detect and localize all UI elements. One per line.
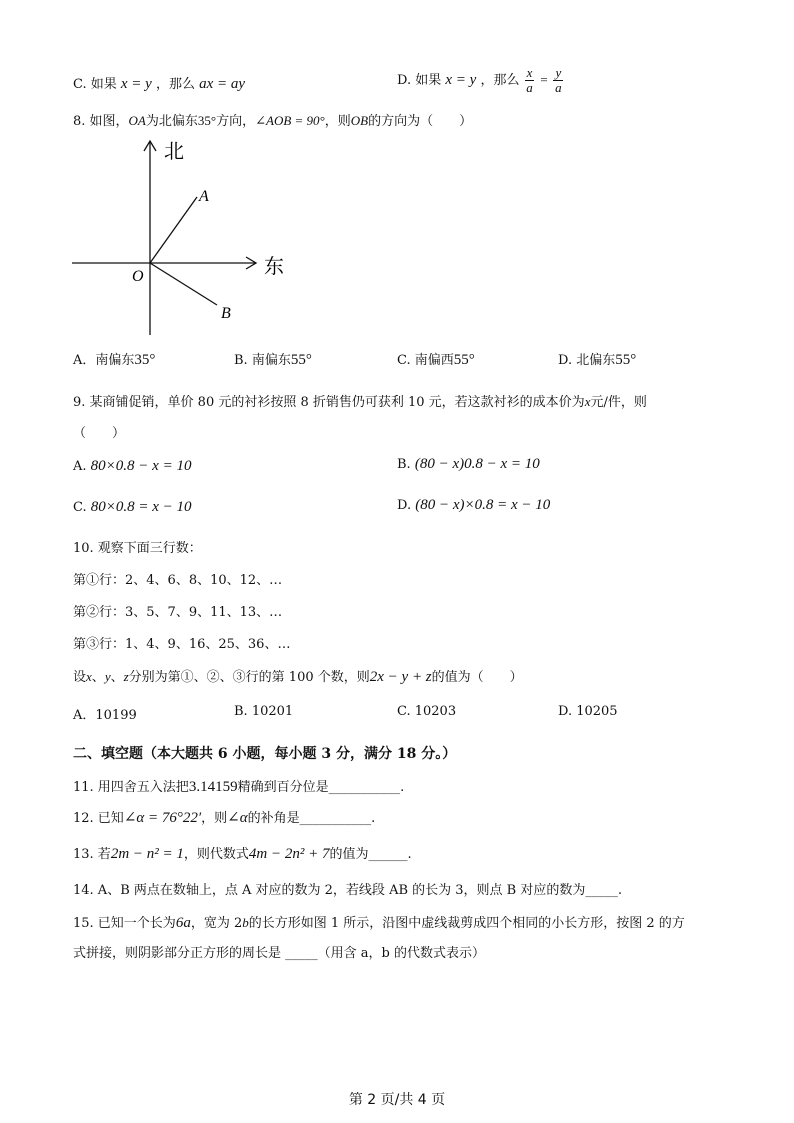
q10-question: 设x、y、z分别为第①、②、③行的第 100 个数，则2x − y + z的值为（ ） [73,669,523,685]
q11: 11. 用四舍五入法把3.14159精确到百分位是___________. [73,779,405,795]
q8-option-c: C. 南偏西55° [397,352,475,368]
q8-option-a: A．南偏东35° [73,352,156,368]
q9-option-b: B. (80 − x)0.8 − x = 10 [397,456,540,472]
q15-line-2: 式拼接，则阴影部分正方形的周长是 _____（用含 a，b 的代数式表示） [73,946,485,961]
q8-option-b: B. 南偏东55° [234,352,312,368]
point-b-label: B [221,305,231,322]
east-label: 东 [264,256,284,278]
q7-option-d: D. 如果 x = y ，那么 $\frac{x}{a}$ = $\frac{y}{a}$ [397,65,562,95]
q9-option-c: C. 80×0.8 = x − 10 [73,499,192,515]
q15-line-1: 15. 已知一个长为6a，宽为 2b的长方形如图 1 所示，沿图中虚线裁剪成四个相同的小长方形，按图 2 的方 [73,915,685,931]
q8-stem: 8. 如图，OA为北偏东35°方向，∠AOB = 90°，则OB的方向为（ ） [73,113,473,129]
q9-stem: 9. 某商铺促销，单价 80 元的衬衫按照 8 折销售仍可获利 10 元，若这款衬衫的成本价为x元/件，则 [73,394,647,410]
point-a-label: A [199,188,209,205]
q9-paren: （ ） [73,426,126,441]
section-2-heading: 二、填空题（本大题共 6 小题，每小题 3 分，满分 18 分。） [73,746,457,762]
q10-option-c: C. 10203 [397,704,457,719]
q7-option-c: C. 如果 x = y ，那么 ax = ay [73,76,246,92]
compass-figure [60,135,300,340]
q10-option-b: B. 10201 [234,704,294,719]
page-footer: 第 2 页/共 4 页 [348,1092,446,1108]
q14: 14. A、B 两点在数轴上，点 A 对应的数为 2，若线段 AB 的长为 3，则点 B 对应的数为_____. [73,883,622,898]
ray-oa [150,197,197,263]
q13: 13. 若2m − n² = 1，则代数式4m − 2n² + 7的值为______. [73,846,412,862]
fraction-y-over-a: $\frac{y}{a}$ [555,65,562,95]
north-label: 北 [164,141,184,163]
q10-row-2: 第②行：3、5、7、9、11、13、… [73,605,283,620]
q10-option-a: A．10199 [73,708,137,723]
q9-option-d: D. (80 − x)×0.8 = x − 10 [397,497,551,513]
fraction-x-over-a: $\frac{x}{a}$ [526,65,533,95]
q10-option-d: D. 10205 [558,704,618,719]
q10-row-3: 第③行：1、4、9、16、25、36、… [73,637,291,652]
q8-option-d: D. 北偏东55° [558,352,637,368]
q10-row-1: 第①行：2、4、6、8、10、12、… [73,573,283,588]
q9-option-a: A. 80×0.8 − x = 10 [73,458,192,474]
ray-ob [150,263,217,305]
q12: 12. 已知∠α = 76°22′，则∠α的补角是___________. [73,810,376,826]
origin-label: O [132,268,144,285]
q10-stem: 10. 观察下面三行数： [73,541,202,556]
